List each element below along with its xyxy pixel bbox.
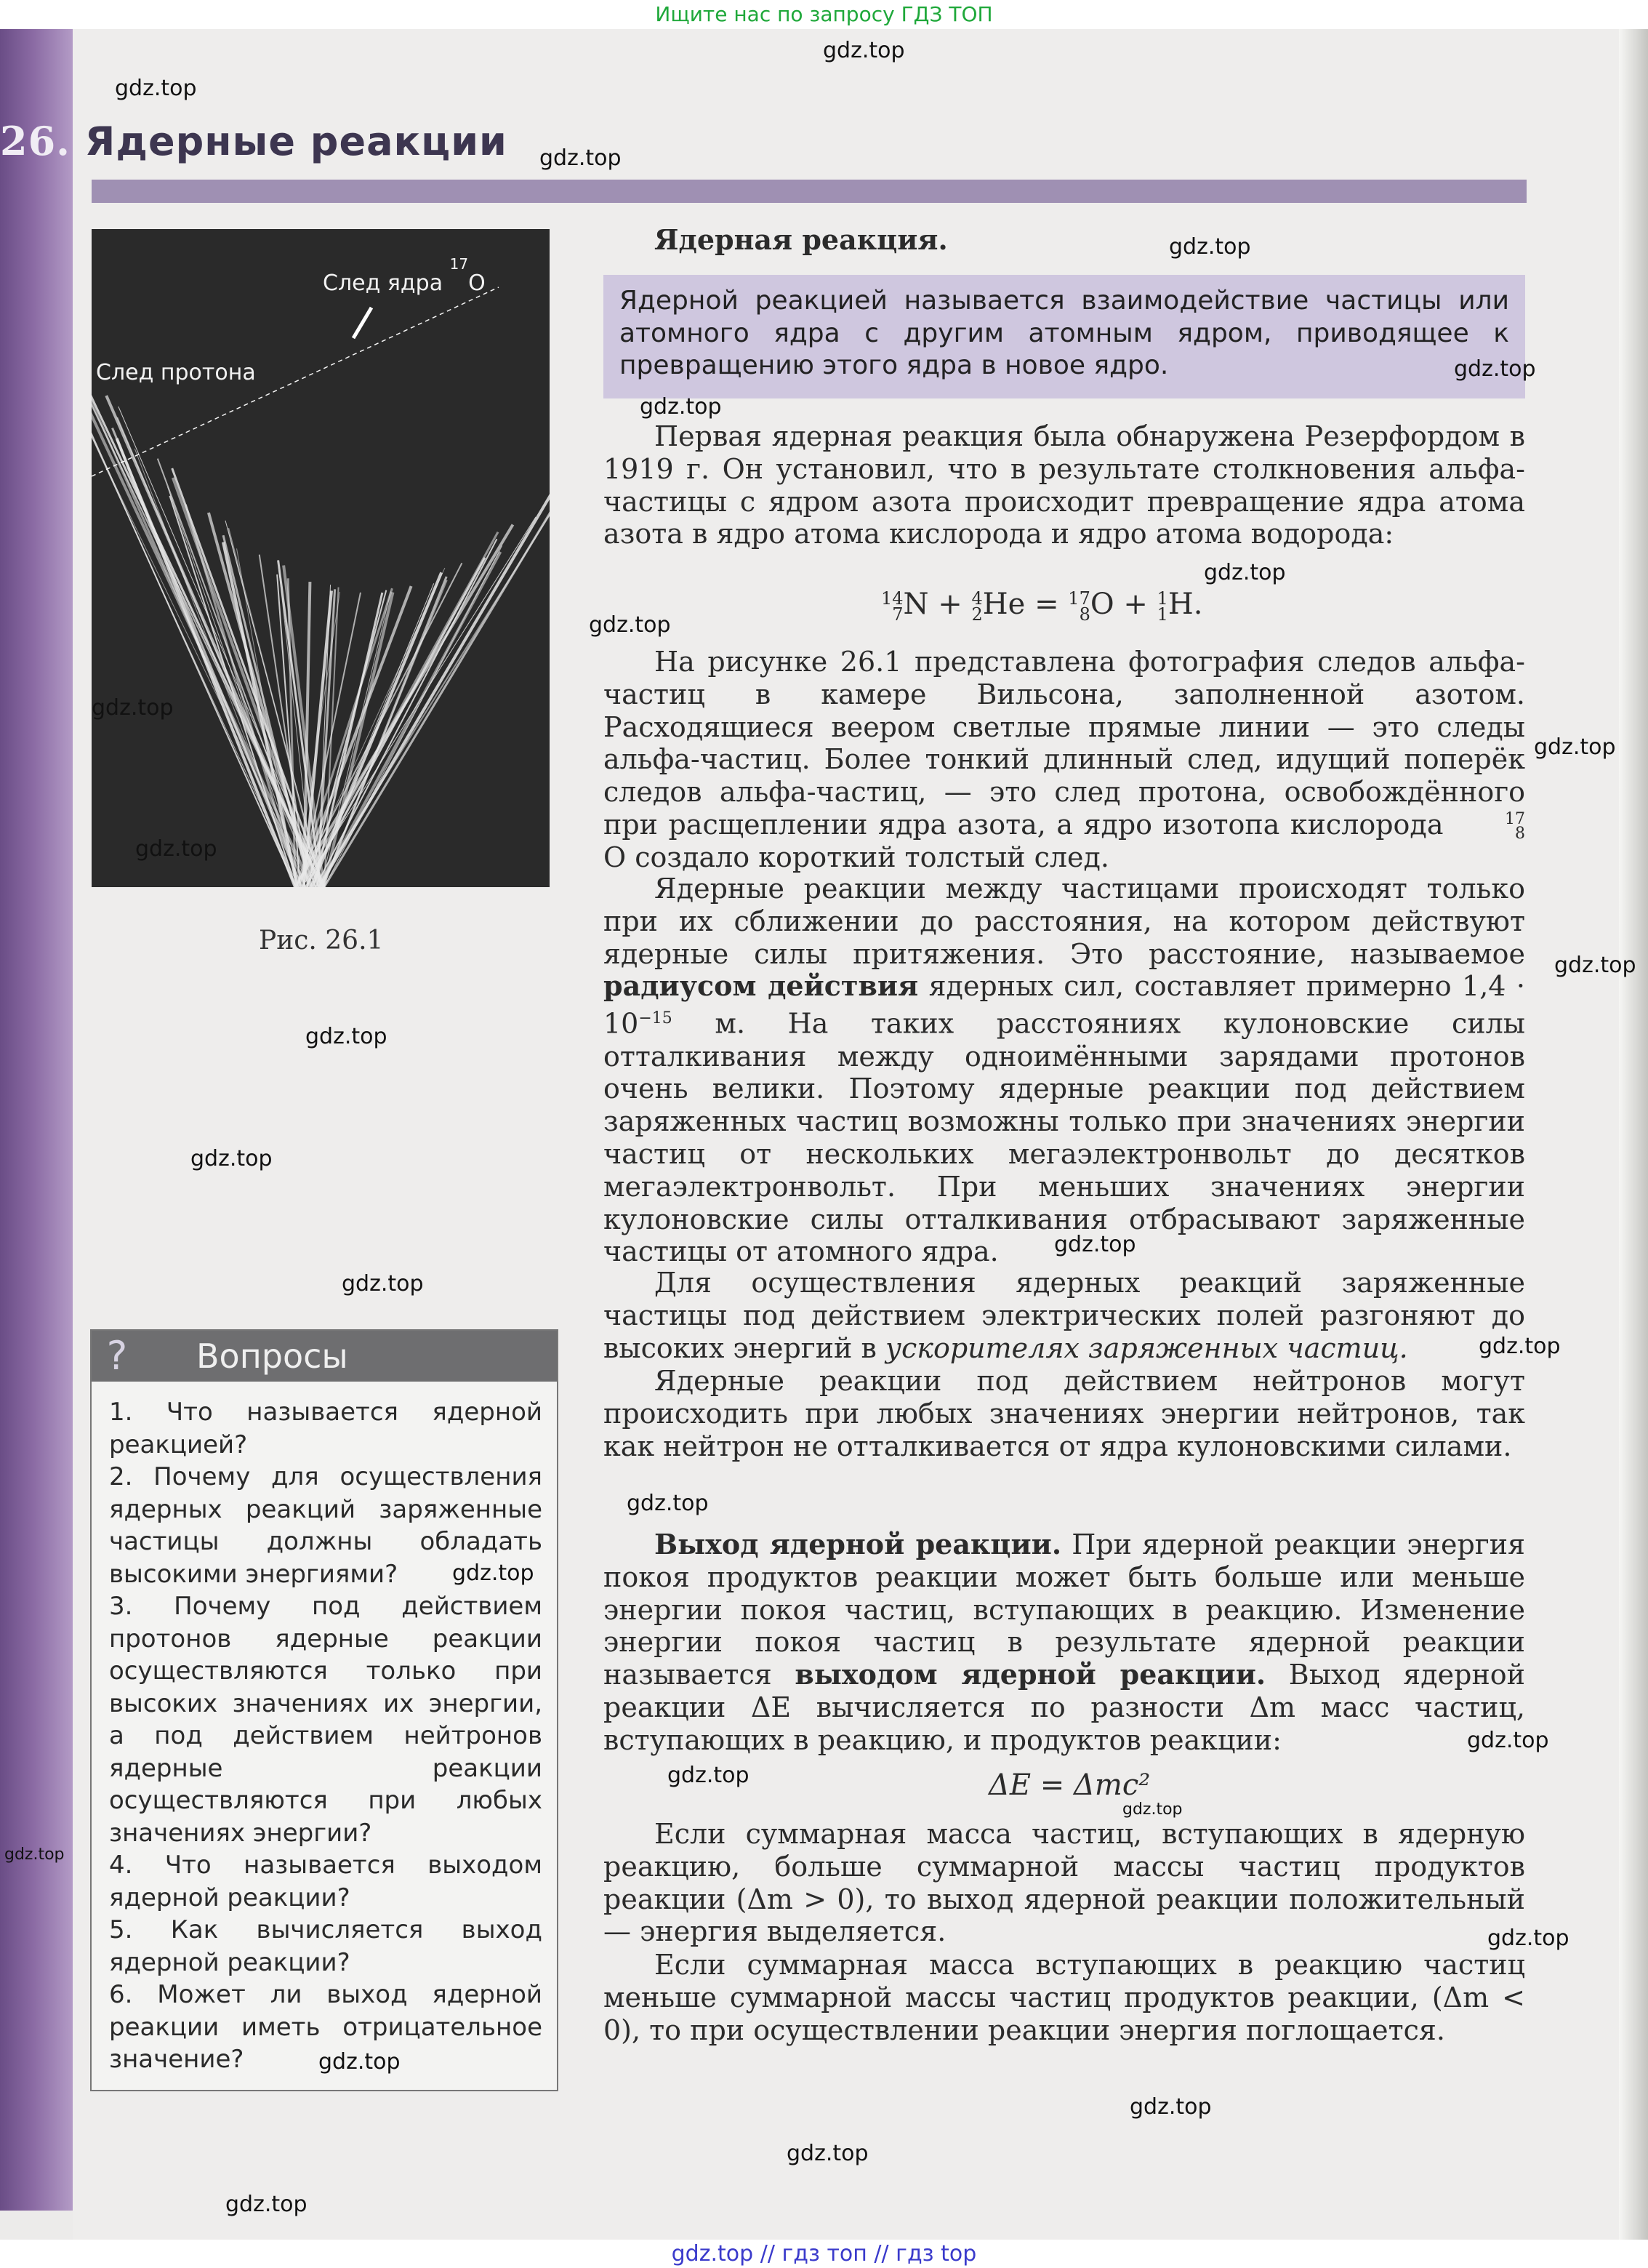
alpha-track [172, 468, 324, 887]
watermark: gdz.top [342, 1271, 424, 1297]
question-item: 3. Почему под действием протонов ядерные реакции осуществляются только при высоких значениях их энергии, а под действием нейтронов ядерные реакции осуществляются при любых значениях энергии? [109, 1592, 542, 1848]
alpha-track [185, 505, 299, 887]
bottom-banner[interactable]: gdz.top // гдз топ // гдз top [0, 2240, 1648, 2268]
paragraph-7: Если суммарная масса частиц, вступающих в ядерную реакцию, больше суммарной массы частиц продуктов реакции (Δm > 0), то выход ядерной реакции положительный — энергия выделяется. [603, 1818, 1525, 1948]
question-item: 2. Почему для осуществления ядерных реакций заряженные частицы должны обладать высокими энергиями? [109, 1462, 542, 1589]
watermark: gdz.top [1169, 234, 1251, 260]
paragraph-3: Ядерные реакции между частицами происходят только при их сближении до расстояния, на котором действуют ядерные силы притяжения. Это расстояние, называемое радиусом действия ядерных сил, составляет примерно $1,4 \cdot 10^{-15}$ м. На таких расстояниях кулоновские силы отталкивания между одноимёнными зарядами протонов очень велики. Поэтому ядерные реакции под действием заряженных частиц возможны только при значениях энергии частиц от нескольких мегаэлектронвольт до десятков мегаэлектронвольт. При меньших значениях энергии кулоновские силы отталкивания отбрасывают заряженные частицы от атомного ядра. [603, 873, 1525, 1268]
questions-list [92, 1382, 557, 2076]
watermark: gdz.top [1054, 1232, 1136, 1257]
energy-formula: ΔE = Δmc² [989, 1768, 1151, 1802]
subhead-nuclear-reaction: Ядерная реакция. [654, 223, 948, 256]
alpha-track [169, 496, 295, 887]
figure-caption: Рис. 26.1 [259, 926, 384, 955]
question-item: 4. Что называется выходом ядерной реакции? [109, 1851, 542, 1912]
paragraph-2: На рисунке 26.1 представлена фотография следов альфа-частиц в камере Вильсона, заполненной азотом. Расходящиеся веером светлые прямые линии — это следы альфа-частиц. Более тонкий длинный след, идущий поперёк следов альфа-частиц, — это след протона, освобождённого при расщеплении ядра азота, а ядро изотопа кислорода 17 8O создало короткий толстый след. [603, 646, 1525, 874]
oxygen-track [353, 308, 371, 338]
watermark: gdz.top [1554, 953, 1636, 978]
watermark: gdz.top [667, 1763, 749, 1788]
watermark: gdz.top [1479, 1334, 1561, 1359]
alpha-tracks [92, 229, 550, 887]
watermark: gdz.top [4, 1846, 65, 1864]
section-heading [0, 118, 507, 176]
alpha-track [92, 316, 310, 887]
watermark: gdz.top [1130, 2094, 1212, 2120]
paragraph-1: Первая ядерная реакция была обнаружена Резерфордом в 1919 г. Он установил, что в результате столкновения альфа-частицы с ядром азота происходит превращение ядра атома азота в ядро атома кислорода и ядро атома водорода: [603, 420, 1525, 550]
section-title: Ядерные реакции [84, 119, 507, 164]
alpha-track [315, 539, 497, 887]
question-item: 5. Как вычисляется выход ядерной реакции? [109, 1915, 542, 1977]
watermark: gdz.top [318, 2049, 401, 2075]
watermark: gdz.top [787, 2141, 869, 2166]
paragraph-8: Если суммарная масса вступающих в реакцию частиц меньше суммарной массы частиц продуктов реакции, (Δm < 0), то при осуществлении реакции энергия поглощается. [603, 1949, 1525, 2046]
watermark: gdz.top [135, 836, 217, 862]
alpha-track [302, 517, 536, 887]
paragraph-5: Ядерные реакции под действием нейтронов могут происходить при любых значениях энергии нейтронов, так как нейтрон не отталкивается от ядра кулоновскими силами. [603, 1365, 1525, 1462]
paragraph-6: Выход ядерной реакции. При ядерной реакции энергия покоя продуктов реакции может быть больше или меньше энергии покоя частиц, вступающих в реакцию. Изменение энергии покоя частиц в результате ядерной реакции называется выходом ядерной реакции. Выход ядерной реакции ΔE вычисляется по разности Δm масс частиц, вступающих в реакцию, и продуктов реакции: [603, 1528, 1525, 1756]
watermark: gdz.top [305, 1024, 387, 1049]
paragraph-4: Для осуществления ядерных реакций заряженные частицы под действием электрических полей разгоняют до высоких энергий в ускорителях заряженных частиц. [603, 1267, 1525, 1364]
top-banner[interactable]: Ищите нас по запросу ГДЗ ТОП [0, 0, 1648, 29]
alpha-track [117, 417, 315, 887]
heading-bar [92, 180, 1527, 203]
question-item: 6. Может ли выход ядерной реакции иметь отрицательное значение? [109, 1980, 542, 2074]
section-number: 26. [0, 118, 71, 164]
alpha-track [134, 449, 302, 887]
watermark: gdz.top [1204, 560, 1286, 585]
cloud-chamber-photo [92, 229, 550, 887]
questions-title: Вопросы [196, 1337, 348, 1376]
page-edge [1619, 29, 1648, 2240]
oxygen-track-label: След ядра $^{17}$O [323, 255, 486, 296]
watermark: gdz.top [1487, 1926, 1569, 1951]
watermark: gdz.top [627, 1491, 709, 1516]
watermark: gdz.top [1534, 734, 1616, 760]
watermark: gdz.top [589, 612, 671, 638]
watermark: gdz.top [115, 76, 197, 101]
question-icon: ? [106, 1333, 128, 1379]
reaction-formula: 14 7N + 4 2He = 17 8O + 1 1H. [881, 588, 1203, 625]
watermark: gdz.top [640, 394, 722, 420]
watermark: gdz.top [190, 1146, 273, 1171]
definition-text: Ядерной реакцией называется взаимодействие частицы или атомного ядра с другим атомным ядром, приводящее к превращению этого ядра в новое ядро. [619, 286, 1509, 380]
questions-box [90, 1329, 558, 2091]
alpha-track [117, 438, 295, 887]
watermark: gdz.top [539, 145, 622, 171]
watermark: gdz.top [225, 2192, 308, 2217]
watermark: gdz.top [823, 38, 905, 63]
watermark: gdz.top [1467, 1728, 1549, 1753]
questions-header [92, 1331, 557, 1382]
watermark: gdz.top [452, 1560, 534, 1586]
proton-track-label: След протона [96, 360, 256, 385]
purple-sidebar [0, 29, 73, 2211]
watermark: gdz.top [1454, 356, 1536, 382]
alpha-track [92, 362, 299, 887]
watermark: gdz.top [92, 695, 174, 721]
alpha-track [106, 396, 319, 887]
alpha-track [319, 492, 550, 887]
question-item: 1. Что называется ядерной реакцией? [109, 1398, 542, 1459]
watermark: gdz.top [1122, 1800, 1183, 1819]
alpha-track [319, 552, 500, 887]
alpha-track [302, 532, 498, 887]
